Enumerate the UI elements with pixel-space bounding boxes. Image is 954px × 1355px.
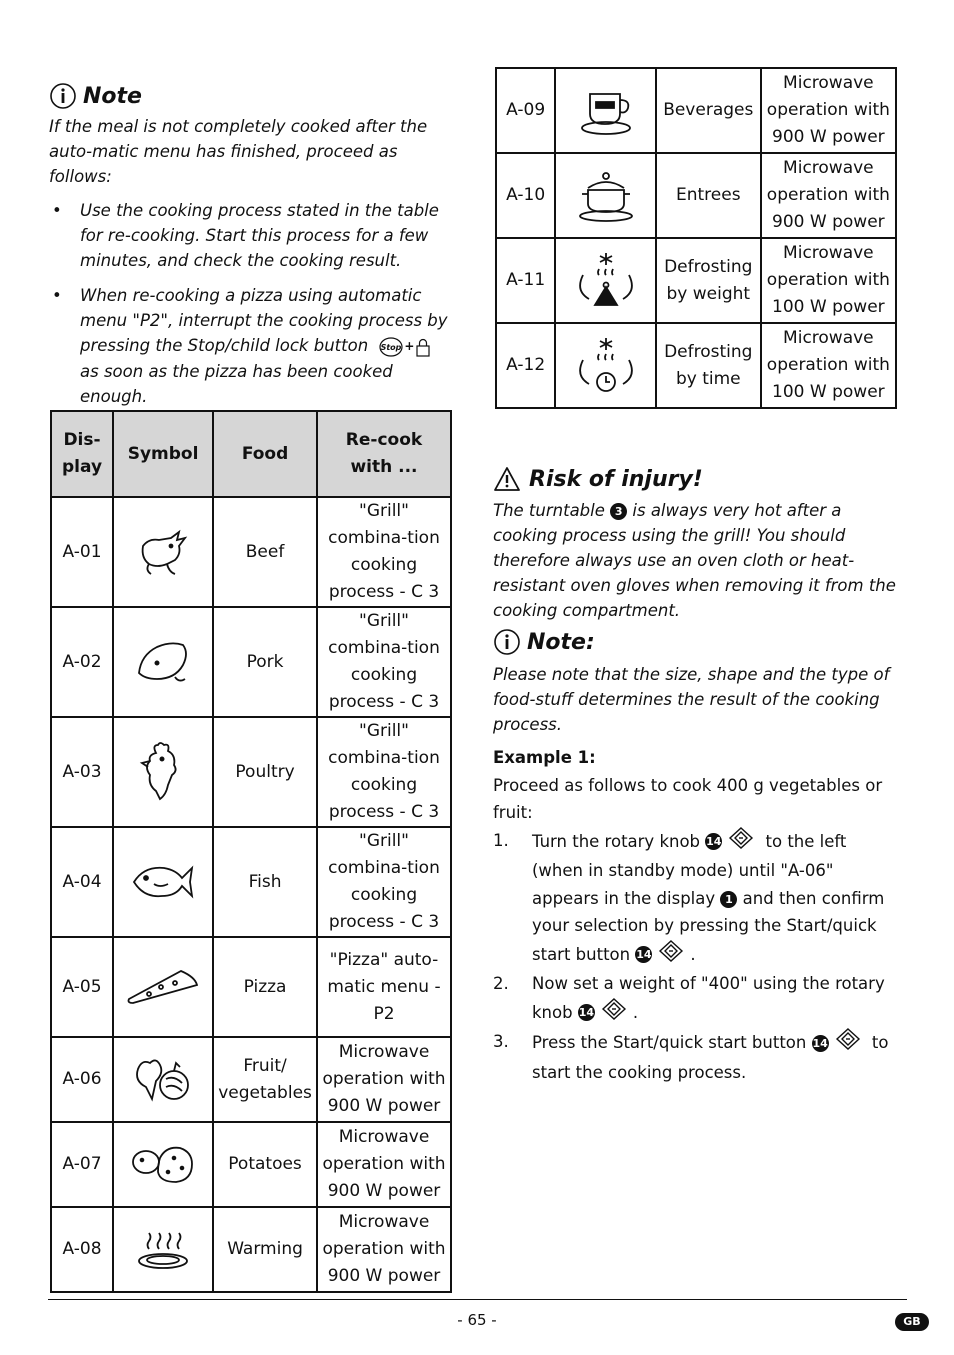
recook-table-right [495, 67, 897, 409]
list-item: 3. Press the Start/quick start button 14 to start the cooking process. [493, 1028, 901, 1086]
note-title: Note [83, 83, 142, 109]
table-row: A-03 Poultry "Grill" combina-tion cooking process - C 3 [51, 717, 451, 827]
potatoes-icon [113, 1122, 213, 1207]
table-row: A-06 Fruit/ vegetables Microwave operation with 900 W power [51, 1037, 451, 1122]
list-item: 1. Turn the rotary knob 14 to the left (when in standby mode) until "A-06" appears in the display 1 and then confirm your selection by pressing the Start/quick start button 14 . [493, 827, 901, 971]
language-badge: GB [895, 1313, 929, 1331]
header-display: Dis-play [51, 411, 113, 497]
note-list [49, 198, 459, 409]
table-row: A-02 Pork "Grill" combina-tion cooking process - C 3 [51, 607, 451, 717]
table-row: A-08 Warming Microwave operation with 900 W power [51, 1207, 451, 1292]
beverage-cup-icon [555, 68, 655, 153]
pork-icon [113, 607, 213, 717]
info-icon [493, 628, 521, 656]
example-section [493, 744, 901, 1086]
note2-title: Note: [527, 629, 595, 655]
number-badge: 3 [610, 503, 627, 520]
pizza-icon [113, 937, 213, 1037]
start-button-icon [835, 1028, 861, 1059]
example-title: Example 1: [493, 748, 596, 767]
table-row: A-04 Fish "Grill" combina-tion cooking process - C 3 [51, 827, 451, 937]
rotary-knob-icon [601, 998, 627, 1029]
info-icon [49, 82, 77, 110]
rotary-knob-icon [728, 827, 754, 858]
note2-section [493, 628, 903, 737]
list-item: • When re-cooking a pizza using automatic menu "P2", interrupt the cooking process by pressing the Stop/child lock button Stop + as soon as the pizza has been cooked enough. [52, 286, 448, 406]
number-badge: 14 [812, 1036, 828, 1050]
footer-rule [48, 1299, 907, 1300]
risk-title: Risk of injury! [529, 466, 703, 492]
svg-text:Stop: Stop [381, 342, 402, 352]
header-food: Food [213, 411, 317, 497]
table-row: A-11 Defrosting by weight Microwave operation with 100 W power [496, 238, 896, 323]
table-row: A-05 Pizza "Pizza" auto-matic menu - P2 [51, 937, 451, 1037]
risk-section [493, 466, 909, 623]
note-section [49, 82, 459, 419]
casserole-pot-icon [555, 153, 655, 238]
poultry-icon [113, 717, 213, 827]
number-badge: 14 [578, 1006, 594, 1020]
fish-icon [113, 827, 213, 937]
table-row: A-10 Entrees Microwave operation with 900 W power [496, 153, 896, 238]
number-badge: 1 [720, 891, 737, 908]
example-intro: Proceed as follows to cook 400 g vegetables or fruit: [493, 775, 883, 822]
table-row: A-01 Beef "Grill" combina-tion cooking process - C 3 [51, 497, 451, 607]
stop-lock-icon: Stop + [379, 334, 431, 359]
header-recook: Re-cook with ... [317, 411, 451, 497]
page-number: - 65 - [457, 1311, 497, 1329]
list-item: 2. Now set a weight of "400" using the rotary knob 14 . [493, 970, 901, 1028]
risk-heading [493, 466, 909, 492]
vegetables-icon [113, 1037, 213, 1122]
note2-heading [493, 628, 903, 656]
table-row: A-09 Beverages Microwave operation with 900 W power [496, 68, 896, 153]
table-row: A-07 Potatoes Microwave operation with 900 W power [51, 1122, 451, 1207]
example-steps [493, 827, 901, 1087]
header-symbol: Symbol [113, 411, 213, 497]
number-badge: 14 [706, 835, 722, 849]
warming-icon [113, 1207, 213, 1292]
note-heading [49, 82, 459, 110]
table-header-row [51, 411, 451, 497]
risk-text: The turntable 3 is always very hot after a cooking process using the grill! You should therefore always use an oven cloth or heat-resistant oven gloves when removing it from the cooking compartment. [493, 501, 896, 620]
recook-table-left [50, 410, 452, 1293]
list-item: • Use the cooking process stated in the table for re-cooking. Start this process for a few minutes, and check the cooking result. [52, 201, 439, 270]
defrost-time-icon [555, 323, 655, 408]
defrost-weight-icon [555, 238, 655, 323]
note-intro: If the meal is not completely cooked after the auto-matic menu has finished, proceed as follows: [49, 117, 428, 186]
warning-icon [493, 466, 521, 492]
beef-icon [113, 497, 213, 607]
note2-text: Please note that the size, shape and the type of food-stuff determines the result of the cooking process. [493, 665, 890, 734]
number-badge: 14 [636, 948, 652, 962]
table-row: A-12 Defrosting by time Microwave operation with 100 W power [496, 323, 896, 408]
start-button-icon [658, 940, 684, 971]
